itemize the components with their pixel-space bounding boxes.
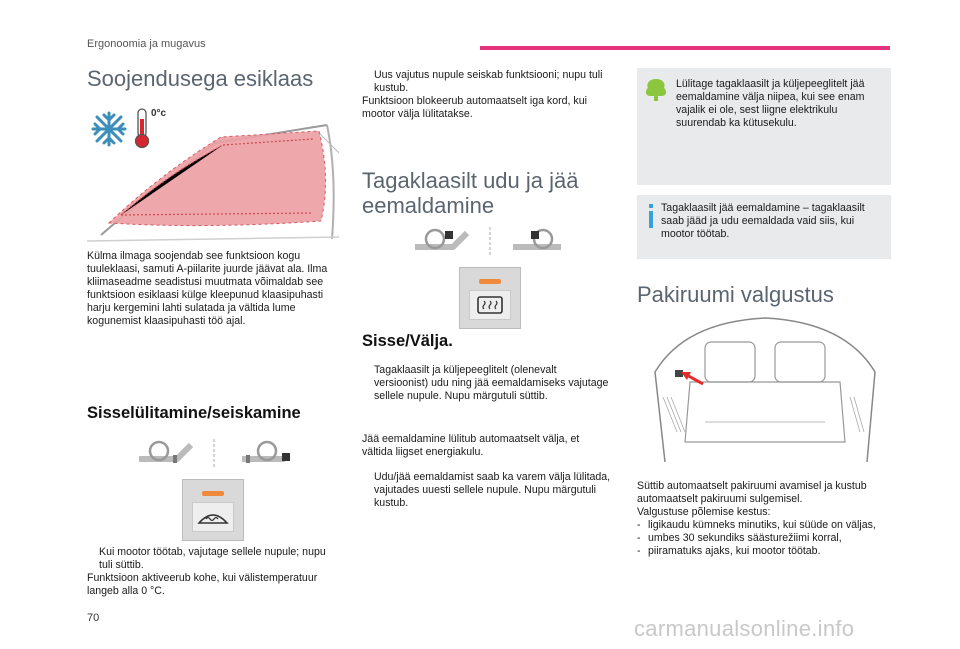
info-note-box (637, 195, 891, 259)
page-number: 70 (87, 612, 100, 624)
heated-windscreen-title: Soojendusega esiklaas (87, 66, 314, 91)
heated-windscreen-intro: Külma ilmaga soojendab see funktsioon kogu tuuleklaasi, samuti A-piilarite juurde jäävat ala. Ilma kliimaseadme seadistusi muutmata võimaldab see funktsioon esiklaasi külge kleepunud klaasipuhasti harju kergemini lahti sulatada ja vältida lume kogunemist klaasipuhasti töö ajal. (87, 250, 328, 327)
col2-paragraph: Jää eemaldamine lülitub automaatselt välja, et vältida liigset energiakulu. (362, 433, 580, 458)
rear-screen-heat-icon (470, 291, 510, 319)
eco-note-box (637, 68, 891, 185)
bullet-marker (362, 69, 374, 95)
thermometer-icon (136, 109, 149, 148)
switch-on-off-heading: Sisselülitamine/seiskamine (87, 404, 301, 422)
info-note-text: Tagaklaasilt jää eemaldamine – tagaklaasilt saab jääd ja udu eemaldada vaid siis, kui mootor töötab. (661, 202, 865, 240)
info-icon (646, 204, 656, 230)
bullet-marker (362, 364, 374, 403)
rear-demist-button[interactable] (469, 290, 511, 320)
snowflake-icon (93, 113, 125, 145)
list-item: - umbes 30 sekundiks säästurežiimi korral, (637, 531, 842, 544)
col2-top-continuation: Funktsioon blokeerub automaatselt iga kord, kui mootor välja lülitatakse. (362, 94, 587, 120)
boot-lamp (675, 370, 683, 377)
col2-bullet-2: Udu/jää eemaldamist saab ka varem välja lülitada, vajutades uuesti sellele nupule. Nupu märgutuli kustub. (374, 471, 611, 509)
windscreen-heat-icon (193, 503, 233, 531)
boot-interior-illustration (645, 312, 885, 472)
accent-bar (480, 46, 890, 50)
bullet-item (362, 364, 612, 403)
list-item: - ligikaudu kümneks minutiks, kui süüde on väljas, (637, 519, 876, 531)
bullet-item (362, 471, 612, 510)
rear-screen-demist-title: Tagaklaasilt udu ja jää eemaldamine (362, 168, 579, 218)
bullet-marker (362, 471, 374, 510)
on-off-heading: Sisse/Välja. (362, 332, 453, 350)
section-label: Ergonoomia ja mugavus (87, 38, 206, 50)
duration-list (637, 519, 887, 558)
boot-lighting-paragraph: Süttib automaatselt pakiruumi avamisel ja kustub automaatselt pakiruumi sulgemisel. (637, 480, 867, 505)
col1-bullet-continuation: Funktsioon aktiveerub kohe, kui välistemperatuur langeb alla 0 °C. (87, 571, 318, 597)
bullet-item (362, 69, 612, 95)
heated-windscreen-button-panel (182, 479, 244, 541)
boot-lighting-title: Pakiruumi valgustus (637, 282, 834, 307)
eco-leaf-icon (644, 77, 668, 103)
rear-demist-button-panel (459, 267, 521, 329)
col2-top-bullet: Uus vajutus nupule seiskab funktsiooni; nupu tuli kustub. (374, 69, 603, 94)
list-intro: Valgustuse põlemise kestus: (637, 506, 771, 518)
bullet-marker (87, 546, 99, 572)
windscreen-illustration (87, 103, 339, 243)
col2-bullet-1: Tagaklaasilt ja küljepeeglitelt (olenevalt versioonist) udu ning jää eemaldamiseks vajutage sellele nupule. Nupu märgutuli süttib. (374, 364, 609, 402)
steering-wheel-diagram (413, 225, 568, 257)
steering-wheel-diagram (137, 437, 292, 469)
list-item: - piiramatuks ajaks, kui mootor töötab. (637, 544, 821, 557)
col1-bullet-text: Kui mootor töötab, vajutage sellele nupule; nupu tuli süttib. (99, 546, 326, 571)
indicator-light (202, 491, 224, 496)
bullet-item (87, 546, 342, 572)
eco-note-text: Lülitage tagaklaasilt ja küljepeeglitelt jää eemaldamine välja niipea, kui see enam vajalik ei ole, sest liigne elektrikulu suurendab ka kütusekulu. (676, 78, 865, 129)
heated-windscreen-button[interactable] (192, 502, 234, 532)
thermometer-label: 0°c (151, 108, 167, 119)
indicator-light (479, 279, 501, 284)
watermark: carmanualsonline.info (634, 616, 855, 641)
